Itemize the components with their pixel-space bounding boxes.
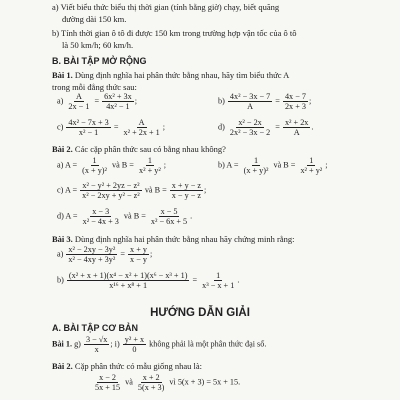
label-b: b)	[218, 96, 225, 106]
answer1-tail: không phải là một phân thức đại số.	[149, 339, 267, 349]
label-d: d)	[218, 122, 225, 132]
answer2-prompt	[52, 361, 202, 372]
bai2-pair-a: a) A = $\frac{1}{\text{(x + y)²}}$ và B = $\frac{1}{\text{x² + y²}}$ ;	[57, 156, 167, 176]
bai1-prompt	[52, 70, 289, 81]
bai2-label: Bài 2.	[52, 144, 73, 154]
and-word: và	[144, 185, 153, 195]
bai1-eq-a: a) $\frac{A}{2x - 1}$ = $\frac{\text{6x² + 3x}}{\text{4x² − 1}}$ ;	[57, 92, 137, 112]
answer2-text: Cặp phân thức có mẫu giống nhau là:	[74, 361, 203, 371]
solutions-heading: HƯỚNG DẪN GIẢI	[150, 307, 250, 319]
label-b: b)	[218, 160, 225, 170]
label-c: c)	[57, 122, 64, 132]
answer1-label: Bài 1.	[52, 339, 73, 349]
bai3-prompt	[52, 234, 294, 245]
answer2-label: Bài 2.	[52, 361, 73, 371]
exercise-a-line2: đường dài 150 km.	[62, 14, 127, 24]
bai1-text: Dùng định nghĩa hai phân thức bằng nhau, hãy tìm biểu thức A	[74, 70, 290, 80]
exercise-b-line2: là 50 km/h; 60 km/h.	[62, 40, 134, 50]
exercise-b-line1: b) Tính thời gian ô tô đi được 150 km trong trường hợp vận tốc của ô tô	[52, 28, 297, 38]
answer2-reason: vì 5(x + 3) = 5x + 15.	[169, 377, 241, 387]
label-d: d)	[57, 211, 64, 221]
bai2-pair-b: b) A = $\frac{1}{\text{(x + y)²}}$ và B = $\frac{1}{\text{x² + y²}}$ ;	[218, 156, 328, 176]
label-g: g)	[74, 339, 81, 349]
bai2-prompt	[52, 144, 226, 155]
label-i: ; i)	[110, 339, 120, 349]
bai3-text: Dùng định nghĩa hai phân thức bằng nhau hãy chứng minh rằng:	[74, 234, 295, 244]
answer-2-eq: $\frac{x - 2}{5x + 15}$ và $\frac{x + 2}{5(x + 3)}$ vì 5(x + 3) = 5x + 15.	[95, 373, 241, 393]
label-a: a)	[57, 249, 64, 259]
label-a: a)	[57, 96, 64, 106]
answer-1: Bài 1. g) $\frac{3 - √x}{x}$ ; i) $\frac{\text{y² + x}}{0}$ không phải là một phân thức đại số.	[52, 335, 267, 355]
label-c: c)	[57, 185, 64, 195]
bai1-label: Bài 1.	[52, 70, 73, 80]
and-word: và	[123, 211, 132, 221]
bai3-label: Bài 3.	[52, 234, 73, 244]
bai2-text: Các cặp phân thức sau có bằng nhau không?	[74, 144, 226, 154]
exercise-a-line1: a) Viết biểu thức biểu thị thời gian (tính bằng giờ) chạy, biết quãng	[52, 2, 280, 12]
bai3-eq-a: a) $\frac{\text{x² − 2xy − 3y²}}{\text{x² − 4xy + 3y²}}$ = $\frac{x + y}{x - y}$ ;	[57, 245, 153, 265]
label-a: a)	[57, 160, 64, 170]
bai1-eq-b: b) $\frac{\text{4x² − 3x − 7}}{A}$ = $\frac{4x - 7}{2x + 3}$ ;	[218, 92, 312, 112]
bai1-prompt-line2: trong mỗi đẳng thức sau:	[52, 82, 137, 92]
bai2-pair-d: d) A = $\frac{x - 3}{\text{x² − 4x + 3}}$ và B = $\frac{x - 5}{\text{x² − 6x + 5}}$ .	[57, 207, 193, 227]
bai1-eq-d: d) $\frac{\text{x² − 2x}}{\text{2x² − 3x − 2}}$ = $\frac{\text{x² + 2x}}{A}$ .	[218, 118, 314, 138]
bai3-eq-b: b) $\frac{\text{(x² + x + 1)(x⁴ − x² + 1)(x⁶ − x³ + 1)}}{\text{x¹⁶ + x⁸ + 1}}$ = $\frac{1}{\text{x³ − x + 1}}$ .	[57, 271, 240, 291]
bai1-eq-c: c) $\frac{\text{4x² − 7x + 3}}{\text{x² − 1}}$ = $\frac{A}{\text{x² + 2x + 1}}$ ;	[57, 118, 166, 138]
section-a-heading: A. BÀI TẬP CƠ BẢN	[52, 323, 139, 333]
bai2-pair-c: c) A = $\frac{\text{x² − y² + 2yz − z²}}{\text{x² − 2xy + y² − z²}}$ và B = $\frac{x + y - z}{x - y - z}$ ;	[57, 181, 207, 201]
and-word: và	[112, 160, 120, 170]
label-b: b)	[57, 275, 64, 285]
section-b-heading: B. BÀI TẬP MỞ RỘNG	[52, 56, 147, 66]
and-word: và	[273, 160, 282, 170]
